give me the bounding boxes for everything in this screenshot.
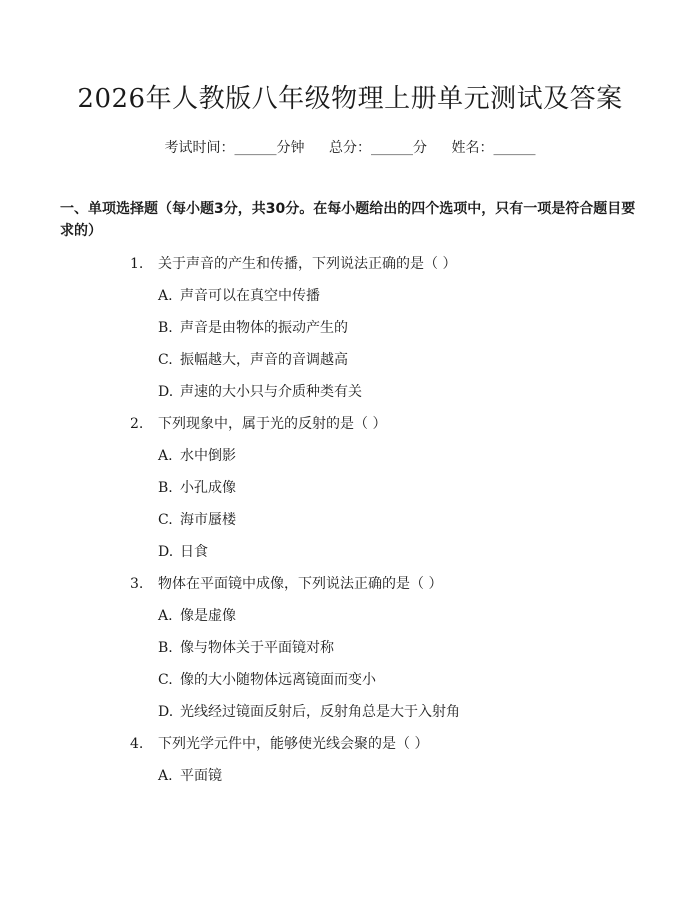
option-letter: D. [158, 704, 174, 720]
question-number: 2. [130, 416, 144, 432]
option-item [60, 382, 640, 402]
option-item [60, 606, 640, 626]
option-letter: B. [158, 640, 173, 656]
option-letter: C. [158, 672, 173, 688]
question-text: 物体在平面镜中成像，下列说法正确的是（ ） [158, 576, 443, 592]
question-text: 下列现象中，属于光的反射的是（ ） [158, 416, 387, 432]
question-item [60, 414, 640, 434]
question-item [60, 254, 640, 274]
option-letter: A. [158, 608, 173, 624]
option-text: 振幅越大，声音的音调越高 [180, 352, 348, 368]
option-text: 声速的大小只与介质种类有关 [180, 384, 362, 400]
option-item [60, 446, 640, 466]
option-item [60, 670, 640, 690]
section-title: 一、单项选择题（每小题3分，共30分。在每小题给出的四个选项中，只有一项是符合题目要求的） [60, 201, 636, 239]
option-letter: C. [158, 352, 173, 368]
option-item [60, 510, 640, 530]
exam-time-field: 考试时间：______分钟 [164, 140, 305, 156]
option-letter: B. [158, 320, 173, 336]
option-text: 声音是由物体的振动产生的 [180, 320, 348, 336]
option-item [60, 286, 640, 306]
option-text: 声音可以在真空中传播 [180, 288, 320, 304]
option-letter: A. [158, 288, 173, 304]
option-item [60, 318, 640, 338]
option-letter: A. [158, 448, 173, 464]
option-item [60, 638, 640, 658]
page-title: 2026年人教版八年级物理上册单元测试及答案 [77, 84, 623, 114]
question-number: 1. [130, 256, 144, 272]
option-letter: C. [158, 512, 173, 528]
question-item [60, 734, 640, 754]
question-list [60, 254, 640, 786]
option-item [60, 702, 640, 722]
option-text: 平面镜 [180, 768, 222, 784]
option-text: 像的大小随物体远离镜面而变小 [180, 672, 376, 688]
question-number: 4. [130, 736, 144, 752]
option-item [60, 350, 640, 370]
option-letter: A. [158, 768, 173, 784]
option-text: 光线经过镜面反射后，反射角总是大于入射角 [180, 704, 460, 720]
option-item [60, 478, 640, 498]
exam-meta [60, 138, 640, 158]
option-letter: D. [158, 544, 174, 560]
student-name-field: 姓名：______ [451, 140, 536, 156]
option-text: 小孔成像 [180, 480, 236, 496]
question-item [60, 574, 640, 594]
total-score-field: 总分：______分 [329, 140, 427, 156]
option-text: 像与物体关于平面镜对称 [180, 640, 334, 656]
option-text: 海市蜃楼 [180, 512, 236, 528]
option-letter: B. [158, 480, 173, 496]
option-item [60, 766, 640, 786]
question-text: 下列光学元件中，能够使光线会聚的是（ ） [158, 736, 429, 752]
option-letter: D. [158, 384, 174, 400]
option-text: 水中倒影 [180, 448, 236, 464]
option-item [60, 542, 640, 562]
question-text: 关于声音的产生和传播，下列说法正确的是（ ） [158, 256, 457, 272]
question-number: 3. [130, 576, 144, 592]
option-text: 像是虚像 [180, 608, 236, 624]
option-text: 日食 [180, 544, 208, 560]
